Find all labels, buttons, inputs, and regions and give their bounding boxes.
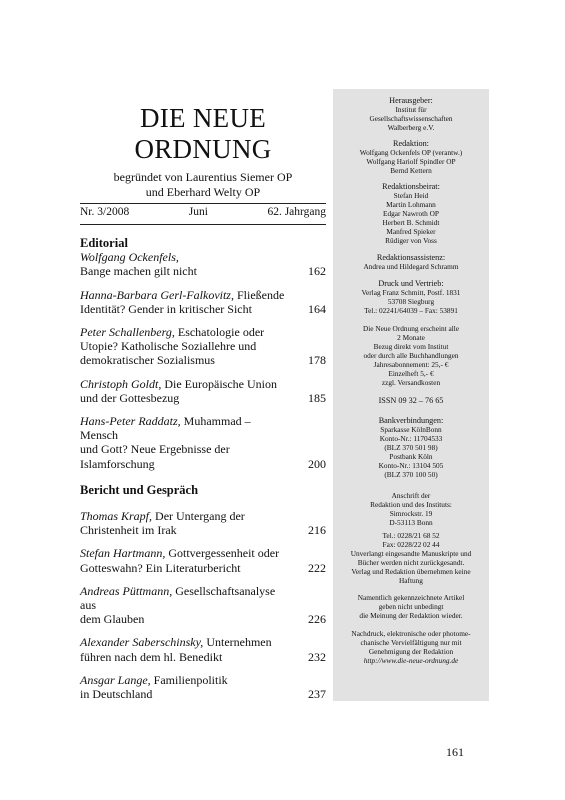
imprint-line: Haftung [399, 576, 423, 585]
imprint-line: Stefan Heid [393, 191, 429, 200]
imprint-line: 53708 Siegburg [387, 297, 435, 306]
toc-page: 162 [308, 264, 326, 279]
imprint-heading: Redaktion: [393, 139, 429, 148]
toc-page: 237 [308, 687, 326, 702]
imprint-line: Unverlangt eingesandte Manuskripte und [350, 549, 472, 558]
section-heading-editorial: Editorial [80, 236, 128, 250]
imprint-line: Institut für [395, 105, 427, 114]
imprint-line: Wolfgang Hariolf Spindler OP [366, 157, 456, 166]
toc-entry [80, 414, 326, 471]
toc-entry [80, 584, 326, 627]
toc-title: Unternehmen [203, 635, 272, 650]
imprint-line: 2 Monate [397, 333, 425, 342]
founded-line2: und Eberhard Welty OP [145, 185, 261, 199]
toc-title: Gesellschaftsanalyse aus [80, 583, 276, 613]
imprint-line: Manfred Spieker [386, 227, 436, 236]
imprint-line: zzgl. Versandkosten [381, 378, 441, 387]
imprint-line: Die Neue Ordnung erscheint alle [362, 324, 460, 333]
toc-title: und Gott? Neue Ergebnisse der [80, 442, 230, 457]
toc-title: Bange machen gilt nicht [80, 264, 197, 279]
imprint-line: Sparkasse KölnBonn [380, 425, 442, 434]
toc-author: Ansgar Lange, [80, 672, 151, 687]
table-of-contents [80, 236, 326, 701]
imprint-line: Bücher werden nicht zurückgesandt. [357, 558, 465, 567]
imprint-line: Gesellschaftswissenschaften [369, 114, 453, 123]
toc-page: 178 [308, 353, 326, 368]
imprint-line: Konto-Nr.: 11704533 [379, 434, 443, 443]
imprint-line: Tel.: 02241/64039 – Fax: 53891 [364, 306, 458, 315]
issue-year: 62. Jahrgang [267, 206, 326, 218]
toc-entry [80, 377, 326, 405]
toc-author: Wolfgang Ockenfels, [80, 250, 179, 265]
imprint-line: Bernd Kettern [390, 166, 432, 175]
imprint-heading: Redaktionsassistenz: [376, 253, 446, 262]
toc-author: Andreas Püttmann, [80, 583, 173, 598]
toc-entry [80, 509, 326, 537]
toc-entry [80, 673, 326, 701]
masthead-title-line2: ORDNUNG [134, 134, 272, 164]
toc-title: dem Glauben [80, 612, 145, 627]
toc-title: Utopie? Katholische Soziallehre und [80, 339, 257, 354]
issue-month: Juni [188, 206, 208, 218]
toc-title: Die Europäische Union [161, 376, 277, 391]
toc-author: Hanna-Barbara Gerl-Falkovitz, [80, 287, 234, 302]
toc-title: führen nach dem hl. Benedikt [80, 649, 223, 664]
imprint-heading: Druck und Vertrieb: [378, 279, 444, 288]
imprint-line: Redaktion und des Instituts: [370, 500, 452, 509]
masthead-title-line1: DIE NEUE [139, 103, 267, 133]
toc-page: 222 [308, 560, 326, 575]
toc-page: 216 [308, 523, 326, 538]
imprint-line: geben nicht unbedingt [378, 602, 444, 611]
imprint-line: Nachdruck, elektronische oder photome- [351, 629, 471, 638]
rule-bottom [80, 224, 326, 225]
imprint-line: Jahresabonnement: 25,- € [373, 360, 449, 369]
imprint-line: Postbank Köln [389, 452, 433, 461]
imprint-line: (BLZ 370 501 98) [384, 443, 438, 452]
imprint-heading: Herausgeber: [389, 96, 433, 105]
imprint-line: die Meinung der Redaktion wieder. [359, 611, 463, 620]
imprint-line: Einzelheft 5,- € [388, 369, 434, 378]
toc-title: Der Untergang der [152, 509, 245, 524]
imprint-line: Simrockstr. 19 [389, 509, 433, 518]
toc-title: Identität? Gender in kritischer Sicht [80, 301, 252, 316]
imprint-line: Bezug direkt vom Institut [373, 342, 449, 351]
imprint-line: ISSN 09 32 – 76 65 [378, 396, 444, 405]
imprint-line: Martin Lohmann [386, 200, 436, 209]
toc-entry [80, 288, 326, 316]
toc-title: Islamforschung [80, 456, 155, 471]
toc-title: Gottvergessenheit oder [165, 546, 280, 561]
toc-entry [80, 546, 326, 574]
toc-author: Peter Schallenberg, [80, 325, 175, 340]
imprint-line: chanische Vervielfältigung nur mit [360, 638, 462, 647]
imprint-heading: Redaktionsbeirat: [382, 182, 440, 191]
imprint-line: oder durch alle Buchhandlungen [363, 351, 459, 360]
toc-title: demokratischer Sozialismus [80, 353, 215, 368]
imprint-line: Andrea und Hildegard Schramm [363, 262, 459, 271]
toc-author: Alexander Saberschinsky, [80, 635, 204, 650]
imprint-line: Rüdiger von Voss [385, 236, 437, 245]
toc-title: und der Gottesbezug [80, 390, 180, 405]
toc-title: Fließende [233, 287, 285, 302]
imprint-line: Verlag und Redaktion übernehmen keine [351, 567, 471, 576]
founded-line1: begründet von Laurentius Siemer OP [113, 170, 293, 184]
imprint-heading: Bankverbindungen: [378, 416, 444, 425]
toc-page: 185 [308, 390, 326, 405]
page-number: 161 [446, 745, 464, 759]
imprint-line: (BLZ 370 100 50) [384, 470, 438, 479]
toc-entry [80, 325, 326, 368]
toc-page: 226 [308, 612, 326, 627]
toc-entry [80, 635, 326, 663]
imprint-line: Tel.: 0228/21 68 52 [382, 531, 440, 540]
toc-author: Hans-Peter Raddatz, [80, 414, 181, 429]
issue-line [80, 206, 326, 218]
imprint-line: Fax: 0228/22 02 44 [382, 540, 440, 549]
toc-author: Stefan Hartmann, [80, 546, 166, 561]
imprint-website: http://www.die-neue-ordnung.de [363, 656, 459, 665]
imprint-line: Genehmigung der Redaktion [368, 647, 454, 656]
toc-title: Gotteswahn? Ein Literaturbericht [80, 560, 241, 575]
rule-top [80, 203, 326, 204]
toc-author: Christoph Goldt, [80, 376, 162, 391]
toc-title: Eschatologie oder [174, 325, 265, 340]
imprint-line: D-53113 Bonn [389, 518, 433, 527]
toc-title: Christenheit im Irak [80, 523, 177, 538]
imprint-line: Konto-Nr.: 13104 505 [378, 461, 444, 470]
toc-page: 232 [308, 649, 326, 664]
toc-title: Muhammad – Mensch [80, 414, 251, 443]
toc-page: 200 [308, 456, 326, 471]
toc-title: Familienpolitik [150, 672, 228, 687]
imprint-line: Wolfgang Ockenfels OP (verantw.) [359, 148, 463, 157]
imprint-line: Namentlich gekennzeichnete Artikel [357, 593, 465, 602]
imprint-line: Anschrift der [391, 491, 431, 500]
imprint-line: Edgar Nawroth OP [383, 209, 439, 218]
toc-page: 164 [308, 301, 326, 316]
imprint-line: Walberberg e.V. [387, 123, 435, 132]
toc-author: Thomas Krapf, [80, 509, 153, 524]
toc-entry [80, 250, 326, 278]
imprint-line: Herbert B. Schmidt [382, 218, 440, 227]
imprint-line: Verlag Franz Schmitt, Postf. 1831 [361, 288, 461, 297]
section-heading-bericht: Bericht und Gespräch [80, 482, 199, 497]
issue-number: Nr. 3/2008 [80, 206, 130, 218]
toc-title: in Deutschland [80, 687, 153, 702]
